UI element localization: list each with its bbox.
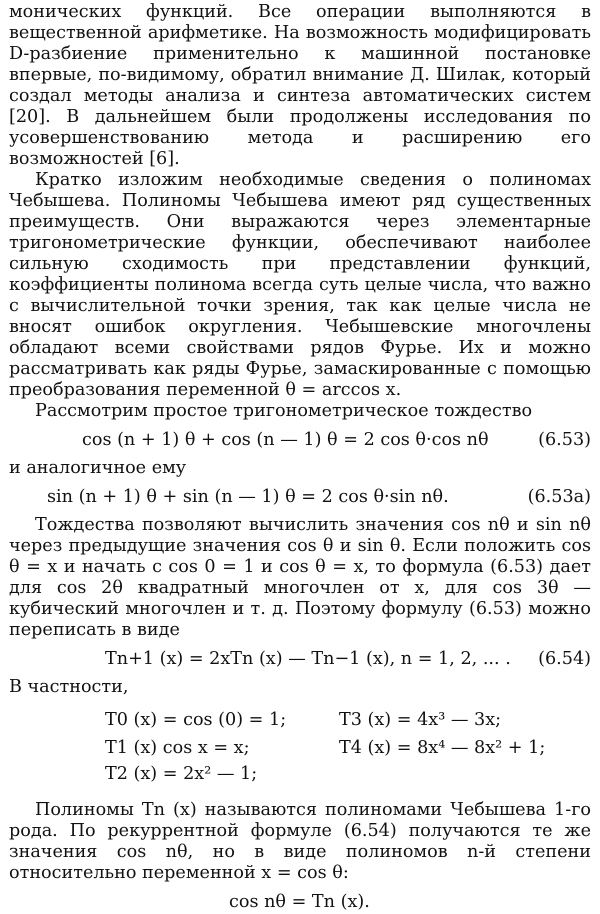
paragraph-7: Полиномы Tn (x) называются полиномами Чебышева 1-го рода. По рекуррентной формуле (6.54) получаются те же значения cos nθ, но в виде полиномов n-й степени относительно переменной x = cos θ: [9,800,591,883]
equation-6-53a [9,485,591,509]
paragraph-5: Тождества позволяют вычислить значения cos nθ и sin nθ через предыдущие значения cos θ и sin θ. Если положить cos θ = x и начать с cos 0 = 1 и cos θ = x, то формула (6.53) дает для cos 2θ квадратный многочлен от x, для cos 3θ — кубический многочлен и т. д. Поэтому формулу (6.53) можно переписать в виде [9,515,591,640]
equation-number: (6.53) [538,430,591,450]
paragraph-2: Кратко изложим необходимые сведения о полиномах Чебышева. Полиномы Чебышева имеют ряд существенных преимуществ. Они выражаются через элементарные тригонометрические функции, обеспечивают наиболее сильную сходимость при представлении функций, коэффициенты полинома всегда суть целые числа, что важно с вычислительной точки зрения, так как целые числа не вносят ошибок округления. Чебышевские многочлены обладают всеми свойствами рядов Фурье. Их и можно рассматривать как ряды Фурье, замаскированные с помощью преобразования переменной θ = arccos x. [9,170,591,400]
equation-number: (6.53а) [527,487,591,507]
polynomial-t4: T4 (x) = 8x⁴ — 8x² + 1; [339,738,546,758]
polynomial-t3: T3 (x) = 4x³ — 3x; [339,710,502,730]
equation-number: (6.54) [538,649,591,669]
polynomial-t0: T0 (x) = cos (0) = 1; [105,710,287,730]
polynomial-t2: T2 (x) = 2x² — 1; [105,764,258,784]
polynomial-t1: T1 (x) cos x = x; [105,738,250,758]
equation-body: Tn+1 (x) = 2xTn (x) — Tn−1 (x), n = 1, 2, ... . [105,649,511,669]
equation-body: cos nθ = Tn (x). [229,892,370,912]
paragraph-3: Рассмотрим простое тригонометрическое тождество [35,401,533,421]
equation-6-54 [9,647,591,671]
paragraph-6: В частности, [9,677,129,697]
paragraph-4: и аналогичное ему [9,458,187,478]
equation-body: sin (n + 1) θ + sin (n — 1) θ = 2 cos θ·sin nθ. [47,487,449,507]
equation-6-53 [9,428,591,452]
chebyshev-polynomials-list [9,704,591,794]
equation-final [9,890,591,914]
paragraph-1: монических функций. Все операции выполняются в вещественной арифметике. На возможность модифицировать D-разбиение применительно к машинной постановке впервые, по-видимому, обратил внимание Д. Шилак, который создал методы анализа и синтеза автоматических систем [20]. В дальнейшем были продолжены исследования по усовершенствованию метода и расширению его возможностей [6]. [9,2,591,169]
equation-body: cos (n + 1) θ + cos (n — 1) θ = 2 cos θ·cos nθ [82,430,489,450]
